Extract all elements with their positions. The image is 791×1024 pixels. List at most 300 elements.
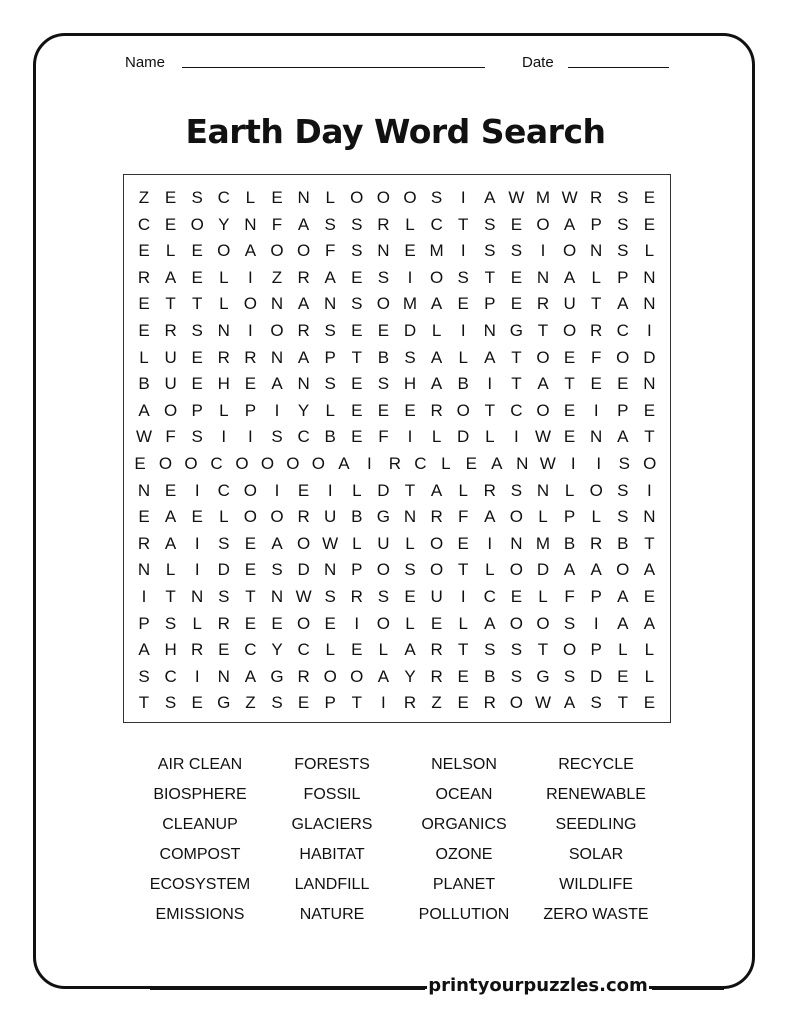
grid-letter[interactable]: I bbox=[487, 533, 493, 553]
grid-letter[interactable]: F bbox=[590, 347, 602, 367]
grid-letter[interactable]: L bbox=[591, 507, 601, 527]
grid-letter[interactable]: I bbox=[327, 480, 333, 500]
grid-letter[interactable]: S bbox=[191, 321, 203, 340]
grid-letter[interactable]: R bbox=[297, 507, 310, 527]
grid-letter[interactable]: S bbox=[218, 533, 230, 553]
grid-letter[interactable]: S bbox=[191, 427, 203, 447]
grid-letter[interactable]: G bbox=[509, 321, 523, 340]
grid-letter[interactable]: P bbox=[138, 613, 150, 633]
grid-letter[interactable]: O bbox=[509, 693, 523, 713]
grid-letter[interactable]: E bbox=[134, 454, 146, 473]
grid-letter[interactable]: T bbox=[351, 347, 362, 367]
grid-letter[interactable]: N bbox=[244, 214, 257, 234]
grid-letter[interactable]: L bbox=[538, 507, 548, 527]
grid-letter[interactable]: E bbox=[164, 480, 177, 500]
grid-letter[interactable]: C bbox=[510, 400, 523, 420]
grid-letter[interactable]: D bbox=[457, 427, 470, 447]
grid-letter[interactable]: F bbox=[564, 587, 575, 606]
grid-letter[interactable]: F bbox=[457, 507, 469, 527]
grid-letter[interactable]: E bbox=[138, 294, 150, 314]
grid-letter[interactable]: S bbox=[324, 587, 336, 606]
grid-letter[interactable]: S bbox=[617, 188, 629, 207]
grid-letter[interactable]: A bbox=[491, 454, 503, 473]
grid-letter[interactable]: N bbox=[403, 507, 417, 527]
grid-letter[interactable]: A bbox=[271, 533, 283, 553]
grid-letter[interactable]: A bbox=[430, 347, 443, 367]
grid-letter[interactable]: L bbox=[245, 188, 256, 207]
grid-letter[interactable]: O bbox=[376, 294, 390, 314]
grid-letter[interactable]: N bbox=[324, 560, 337, 580]
grid-letter[interactable]: C bbox=[483, 587, 496, 606]
grid-letter[interactable]: A bbox=[537, 374, 549, 394]
grid-letter[interactable]: I bbox=[593, 613, 599, 633]
grid-letter[interactable]: S bbox=[484, 640, 496, 660]
grid-letter[interactable]: I bbox=[596, 454, 602, 473]
grid-letter[interactable]: L bbox=[458, 347, 468, 367]
grid-letter[interactable]: R bbox=[536, 294, 550, 314]
grid-letter[interactable]: F bbox=[378, 427, 389, 447]
grid-letter[interactable]: O bbox=[243, 480, 257, 500]
grid-letter[interactable]: A bbox=[484, 347, 496, 367]
grid-letter[interactable]: I bbox=[194, 533, 200, 553]
grid-letter[interactable]: O bbox=[323, 666, 337, 686]
grid-letter[interactable]: R bbox=[297, 267, 310, 287]
grid-letter[interactable]: Y bbox=[297, 400, 310, 420]
grid-letter[interactable]: N bbox=[217, 321, 230, 340]
grid-letter[interactable]: G bbox=[376, 507, 390, 527]
grid-letter[interactable]: I bbox=[194, 666, 200, 686]
grid-letter[interactable]: L bbox=[538, 587, 548, 606]
grid-letter[interactable]: S bbox=[351, 214, 363, 234]
grid-letter[interactable]: I bbox=[248, 321, 253, 340]
grid-letter[interactable]: O bbox=[562, 241, 577, 261]
grid-letter[interactable]: C bbox=[217, 188, 230, 207]
grid-letter[interactable]: E bbox=[297, 480, 310, 500]
grid-letter[interactable]: I bbox=[274, 480, 280, 500]
grid-letter[interactable]: Z bbox=[245, 693, 256, 713]
grid-letter[interactable]: T bbox=[644, 427, 655, 447]
grid-letter[interactable]: E bbox=[138, 241, 150, 261]
grid-letter[interactable]: N bbox=[643, 267, 656, 287]
grid-letter[interactable]: D bbox=[403, 321, 417, 340]
grid-letter[interactable]: Y bbox=[404, 666, 416, 686]
grid-letter[interactable]: E bbox=[271, 188, 283, 207]
grid-letter[interactable]: S bbox=[351, 294, 363, 314]
grid-letter[interactable]: N bbox=[590, 427, 603, 447]
grid-letter[interactable]: O bbox=[562, 321, 577, 340]
grid-letter[interactable]: E bbox=[510, 587, 523, 606]
grid-letter[interactable]: A bbox=[617, 613, 629, 633]
grid-letter[interactable]: E bbox=[457, 294, 469, 314]
grid-letter[interactable]: P bbox=[351, 560, 363, 580]
grid-letter[interactable]: W bbox=[534, 427, 552, 447]
grid-letter[interactable]: R bbox=[217, 613, 230, 633]
grid-letter[interactable]: R bbox=[350, 587, 363, 606]
grid-letter[interactable]: R bbox=[430, 666, 443, 686]
grid-letter[interactable]: T bbox=[511, 347, 522, 367]
grid-letter[interactable]: H bbox=[217, 374, 230, 394]
grid-letter[interactable]: N bbox=[643, 294, 656, 314]
grid-letter[interactable]: R bbox=[137, 533, 151, 553]
grid-letter[interactable]: S bbox=[617, 214, 629, 234]
grid-letter[interactable]: N bbox=[536, 267, 550, 287]
grid-letter[interactable]: N bbox=[324, 294, 337, 314]
grid-letter[interactable]: L bbox=[431, 427, 442, 447]
grid-letter[interactable]: S bbox=[164, 693, 177, 713]
grid-letter[interactable]: S bbox=[510, 241, 523, 261]
grid-letter[interactable]: A bbox=[563, 693, 576, 713]
grid-letter[interactable]: E bbox=[244, 613, 257, 633]
grid-letter[interactable]: P bbox=[617, 267, 629, 287]
grid-letter[interactable]: I bbox=[460, 241, 466, 261]
grid-letter[interactable]: I bbox=[274, 400, 280, 420]
grid-letter[interactable]: P bbox=[484, 294, 496, 314]
grid-letter[interactable]: N bbox=[297, 374, 310, 394]
grid-letter[interactable]: L bbox=[485, 560, 495, 580]
grid-letter[interactable]: L bbox=[325, 400, 335, 420]
grid-letter[interactable]: L bbox=[139, 347, 149, 367]
grid-letter[interactable]: O bbox=[536, 347, 550, 367]
grid-letter[interactable]: N bbox=[270, 347, 284, 367]
grid-letter[interactable]: L bbox=[352, 480, 362, 500]
grid-letter[interactable]: E bbox=[351, 374, 363, 394]
grid-letter[interactable]: S bbox=[377, 587, 390, 606]
grid-letter[interactable]: A bbox=[643, 560, 656, 580]
grid-letter[interactable]: T bbox=[644, 533, 655, 553]
grid-letter[interactable]: E bbox=[617, 374, 629, 394]
grid-letter[interactable]: P bbox=[191, 400, 203, 420]
grid-letter[interactable]: S bbox=[377, 374, 390, 394]
grid-letter[interactable]: M bbox=[535, 188, 551, 207]
grid-letter[interactable]: O bbox=[562, 640, 577, 660]
grid-letter[interactable]: L bbox=[485, 427, 495, 447]
grid-letter[interactable]: O bbox=[296, 613, 311, 633]
grid-letter[interactable]: L bbox=[165, 560, 176, 580]
grid-letter[interactable]: E bbox=[138, 507, 150, 527]
grid-letter[interactable]: E bbox=[218, 640, 230, 660]
grid-letter[interactable]: O bbox=[376, 613, 390, 633]
grid-letter[interactable]: A bbox=[297, 214, 310, 234]
grid-letter[interactable]: I bbox=[407, 267, 413, 287]
grid-letter[interactable]: S bbox=[563, 666, 576, 686]
grid-letter[interactable]: S bbox=[430, 188, 443, 207]
grid-letter[interactable]: O bbox=[536, 214, 550, 234]
grid-letter[interactable]: A bbox=[404, 640, 416, 660]
grid-letter[interactable]: R bbox=[483, 693, 496, 713]
grid-letter[interactable]: I bbox=[647, 480, 652, 500]
grid-letter[interactable]: H bbox=[403, 374, 417, 394]
grid-letter[interactable]: O bbox=[270, 507, 284, 527]
grid-letter[interactable]: O bbox=[184, 454, 198, 473]
grid-letter[interactable]: O bbox=[376, 560, 390, 580]
grid-letter[interactable]: O bbox=[429, 560, 444, 580]
grid-letter[interactable]: W bbox=[534, 693, 552, 713]
grid-letter[interactable]: N bbox=[516, 454, 529, 473]
grid-letter[interactable]: E bbox=[510, 294, 523, 314]
grid-letter[interactable]: L bbox=[219, 267, 229, 287]
grid-letter[interactable]: S bbox=[563, 613, 576, 633]
grid-letter[interactable]: L bbox=[325, 188, 335, 207]
grid-letter[interactable]: A bbox=[377, 666, 390, 686]
grid-letter[interactable]: C bbox=[430, 214, 443, 234]
grid-letter[interactable]: A bbox=[271, 374, 283, 394]
grid-letter[interactable]: S bbox=[271, 560, 283, 580]
grid-letter[interactable]: C bbox=[297, 427, 310, 447]
grid-letter[interactable]: E bbox=[404, 241, 416, 261]
grid-letter[interactable]: E bbox=[590, 374, 602, 394]
grid-letter[interactable]: L bbox=[219, 507, 229, 527]
grid-letter[interactable]: L bbox=[405, 533, 415, 553]
grid-letter[interactable]: T bbox=[617, 693, 628, 713]
grid-letter[interactable]: O bbox=[270, 321, 284, 340]
grid-letter[interactable]: B bbox=[138, 374, 150, 394]
grid-letter[interactable]: S bbox=[271, 427, 283, 447]
grid-letter[interactable]: R bbox=[430, 640, 443, 660]
grid-letter[interactable]: Z bbox=[431, 693, 442, 713]
grid-letter[interactable]: S bbox=[617, 241, 629, 261]
grid-letter[interactable]: E bbox=[457, 666, 469, 686]
grid-letter[interactable]: E bbox=[465, 454, 478, 473]
grid-letter[interactable]: O bbox=[217, 241, 231, 261]
grid-letter[interactable]: N bbox=[643, 507, 656, 527]
grid-letter[interactable]: T bbox=[457, 640, 469, 660]
grid-letter[interactable]: U bbox=[164, 347, 177, 367]
grid-letter[interactable]: E bbox=[351, 400, 363, 420]
grid-letter[interactable]: C bbox=[297, 640, 310, 660]
grid-letter[interactable]: O bbox=[456, 400, 470, 420]
grid-letter[interactable]: E bbox=[244, 560, 257, 580]
grid-letter[interactable]: L bbox=[618, 640, 628, 660]
grid-letter[interactable]: C bbox=[210, 454, 223, 473]
grid-letter[interactable]: I bbox=[194, 480, 200, 500]
grid-letter[interactable]: L bbox=[564, 480, 575, 500]
grid-letter[interactable]: E bbox=[563, 347, 576, 367]
grid-letter[interactable]: W bbox=[539, 454, 556, 473]
grid-letter[interactable]: T bbox=[564, 374, 575, 394]
grid-letter[interactable]: I bbox=[647, 321, 652, 340]
grid-letter[interactable]: E bbox=[191, 241, 203, 261]
grid-letter[interactable]: A bbox=[617, 294, 629, 314]
grid-letter[interactable]: R bbox=[164, 321, 177, 340]
grid-letter[interactable]: S bbox=[218, 587, 230, 606]
grid-letter[interactable]: T bbox=[457, 560, 469, 580]
grid-letter[interactable]: E bbox=[351, 427, 363, 447]
grid-letter[interactable]: E bbox=[191, 693, 203, 713]
grid-letter[interactable]: T bbox=[245, 587, 256, 606]
grid-letter[interactable]: L bbox=[644, 640, 655, 660]
grid-letter[interactable]: C bbox=[414, 454, 427, 473]
grid-letter[interactable]: O bbox=[376, 188, 390, 207]
grid-letter[interactable]: T bbox=[484, 400, 495, 420]
grid-letter[interactable]: A bbox=[617, 427, 629, 447]
grid-letter[interactable]: L bbox=[192, 613, 202, 633]
grid-letter[interactable]: A bbox=[484, 613, 496, 633]
grid-letter[interactable]: A bbox=[643, 613, 656, 633]
grid-letter[interactable]: N bbox=[643, 374, 656, 394]
grid-letter[interactable]: Y bbox=[271, 640, 283, 660]
grid-letter[interactable]: E bbox=[244, 533, 257, 553]
grid-letter[interactable]: T bbox=[191, 294, 203, 314]
grid-letter[interactable]: A bbox=[297, 294, 310, 314]
grid-letter[interactable]: B bbox=[351, 507, 363, 527]
grid-letter[interactable]: T bbox=[511, 374, 522, 394]
grid-letter[interactable]: E bbox=[617, 666, 629, 686]
grid-letter[interactable]: W bbox=[508, 188, 525, 207]
grid-letter[interactable]: S bbox=[404, 560, 416, 580]
grid-letter[interactable]: L bbox=[405, 613, 415, 633]
grid-letter[interactable]: S bbox=[510, 666, 523, 686]
grid-letter[interactable]: S bbox=[377, 267, 390, 287]
grid-letter[interactable]: A bbox=[164, 533, 177, 553]
grid-letter[interactable]: O bbox=[616, 347, 630, 367]
grid-letter[interactable]: S bbox=[191, 188, 203, 207]
grid-letter[interactable]: O bbox=[163, 400, 178, 420]
grid-letter[interactable]: E bbox=[404, 400, 416, 420]
grid-letter[interactable]: E bbox=[510, 214, 523, 234]
grid-letter[interactable]: A bbox=[138, 400, 150, 420]
grid-letter[interactable]: W bbox=[295, 587, 312, 606]
grid-letter[interactable]: L bbox=[591, 267, 601, 287]
grid-letter[interactable]: M bbox=[535, 533, 551, 553]
grid-letter[interactable]: C bbox=[244, 640, 257, 660]
grid-letter[interactable]: C bbox=[217, 480, 230, 500]
grid-letter[interactable]: I bbox=[540, 241, 546, 261]
grid-letter[interactable]: U bbox=[563, 294, 576, 314]
grid-letter[interactable]: E bbox=[563, 400, 576, 420]
grid-letter[interactable]: P bbox=[324, 693, 336, 713]
grid-letter[interactable]: A bbox=[563, 267, 576, 287]
grid-letter[interactable]: L bbox=[352, 533, 362, 553]
grid-letter[interactable]: A bbox=[430, 374, 443, 394]
grid-letter[interactable]: E bbox=[430, 613, 443, 633]
name-field[interactable] bbox=[182, 67, 485, 68]
grid-letter[interactable]: D bbox=[217, 560, 230, 580]
grid-letter[interactable]: I bbox=[407, 427, 413, 447]
grid-letter[interactable]: E bbox=[510, 267, 523, 287]
grid-letter[interactable]: R bbox=[191, 640, 204, 660]
grid-letter[interactable]: O bbox=[429, 267, 444, 287]
grid-letter[interactable]: T bbox=[457, 214, 469, 234]
grid-letter[interactable]: P bbox=[590, 587, 602, 606]
grid-letter[interactable]: I bbox=[487, 374, 493, 394]
grid-letter[interactable]: E bbox=[244, 374, 257, 394]
grid-letter[interactable]: D bbox=[377, 480, 390, 500]
grid-letter[interactable]: O bbox=[643, 454, 657, 473]
grid-letter[interactable]: L bbox=[644, 666, 655, 686]
grid-letter[interactable]: U bbox=[164, 374, 177, 394]
grid-letter[interactable]: S bbox=[484, 241, 496, 261]
grid-letter[interactable]: E bbox=[351, 267, 363, 287]
grid-letter[interactable]: P bbox=[590, 214, 602, 234]
grid-letter[interactable]: T bbox=[537, 321, 549, 340]
grid-letter[interactable]: A bbox=[138, 640, 150, 660]
grid-letter[interactable]: E bbox=[191, 374, 203, 394]
grid-letter[interactable]: R bbox=[244, 347, 257, 367]
grid-letter[interactable]: R bbox=[430, 507, 443, 527]
grid-letter[interactable]: E bbox=[377, 400, 390, 420]
grid-letter[interactable]: E bbox=[457, 533, 469, 553]
grid-letter[interactable]: E bbox=[271, 613, 283, 633]
grid-letter[interactable]: D bbox=[643, 347, 656, 367]
grid-letter[interactable]: E bbox=[377, 321, 390, 340]
grid-letter[interactable]: S bbox=[351, 241, 363, 261]
grid-letter[interactable]: E bbox=[643, 188, 656, 207]
grid-letter[interactable]: D bbox=[297, 560, 310, 580]
grid-letter[interactable]: O bbox=[509, 507, 523, 527]
grid-letter[interactable]: A bbox=[563, 560, 576, 580]
grid-letter[interactable]: O bbox=[296, 241, 311, 261]
grid-letter[interactable]: N bbox=[483, 321, 496, 340]
grid-letter[interactable]: O bbox=[509, 560, 523, 580]
grid-letter[interactable]: N bbox=[270, 587, 284, 606]
grid-letter[interactable]: I bbox=[248, 267, 253, 287]
grid-letter[interactable]: I bbox=[460, 188, 466, 207]
grid-letter[interactable]: S bbox=[404, 347, 416, 367]
grid-letter[interactable]: O bbox=[350, 188, 364, 207]
grid-letter[interactable]: O bbox=[350, 666, 364, 686]
grid-letter[interactable]: R bbox=[297, 321, 310, 340]
grid-letter[interactable]: E bbox=[563, 427, 576, 447]
grid-letter[interactable]: S bbox=[510, 640, 523, 660]
grid-letter[interactable]: S bbox=[617, 480, 629, 500]
grid-letter[interactable]: Y bbox=[218, 214, 230, 234]
grid-letter[interactable]: E bbox=[191, 347, 203, 367]
grid-letter[interactable]: L bbox=[458, 613, 468, 633]
grid-letter[interactable]: C bbox=[616, 321, 629, 340]
grid-letter[interactable]: S bbox=[138, 666, 150, 686]
grid-letter[interactable]: I bbox=[367, 454, 372, 473]
grid-letter[interactable]: L bbox=[165, 241, 176, 261]
grid-letter[interactable]: L bbox=[219, 294, 229, 314]
grid-letter[interactable]: T bbox=[351, 693, 362, 713]
grid-letter[interactable]: G bbox=[536, 666, 550, 686]
grid-letter[interactable]: Z bbox=[271, 267, 283, 287]
grid-letter[interactable]: U bbox=[377, 533, 390, 553]
grid-letter[interactable]: E bbox=[643, 400, 656, 420]
grid-letter[interactable]: O bbox=[403, 188, 417, 207]
grid-letter[interactable]: B bbox=[617, 533, 629, 553]
grid-letter[interactable]: O bbox=[158, 454, 173, 473]
grid-letter[interactable]: A bbox=[324, 267, 336, 287]
grid-letter[interactable]: E bbox=[643, 693, 656, 713]
grid-letter[interactable]: B bbox=[457, 374, 469, 394]
grid-letter[interactable]: O bbox=[509, 613, 523, 633]
grid-letter[interactable]: T bbox=[484, 267, 495, 287]
grid-letter[interactable]: E bbox=[404, 587, 416, 606]
grid-letter[interactable]: A bbox=[430, 480, 443, 500]
grid-letter[interactable]: A bbox=[244, 666, 257, 686]
grid-letter[interactable]: R bbox=[217, 347, 230, 367]
grid-letter[interactable]: O bbox=[270, 241, 284, 261]
grid-letter[interactable]: R bbox=[590, 188, 603, 207]
grid-letter[interactable]: I bbox=[460, 321, 466, 340]
grid-letter[interactable]: L bbox=[441, 454, 451, 473]
grid-letter[interactable]: S bbox=[324, 321, 336, 340]
grid-letter[interactable]: C bbox=[164, 666, 177, 686]
grid-letter[interactable]: A bbox=[338, 454, 350, 473]
grid-letter[interactable]: R bbox=[430, 400, 443, 420]
grid-letter[interactable]: T bbox=[590, 294, 602, 314]
grid-letter[interactable]: A bbox=[590, 560, 602, 580]
grid-letter[interactable]: E bbox=[457, 693, 469, 713]
grid-letter[interactable]: E bbox=[324, 613, 336, 633]
grid-letter[interactable]: W bbox=[561, 188, 578, 207]
grid-letter[interactable]: N bbox=[270, 294, 284, 314]
grid-letter[interactable]: O bbox=[536, 613, 550, 633]
grid-letter[interactable]: H bbox=[164, 640, 177, 660]
grid-letter[interactable]: G bbox=[217, 693, 231, 713]
grid-letter[interactable]: G bbox=[270, 666, 284, 686]
